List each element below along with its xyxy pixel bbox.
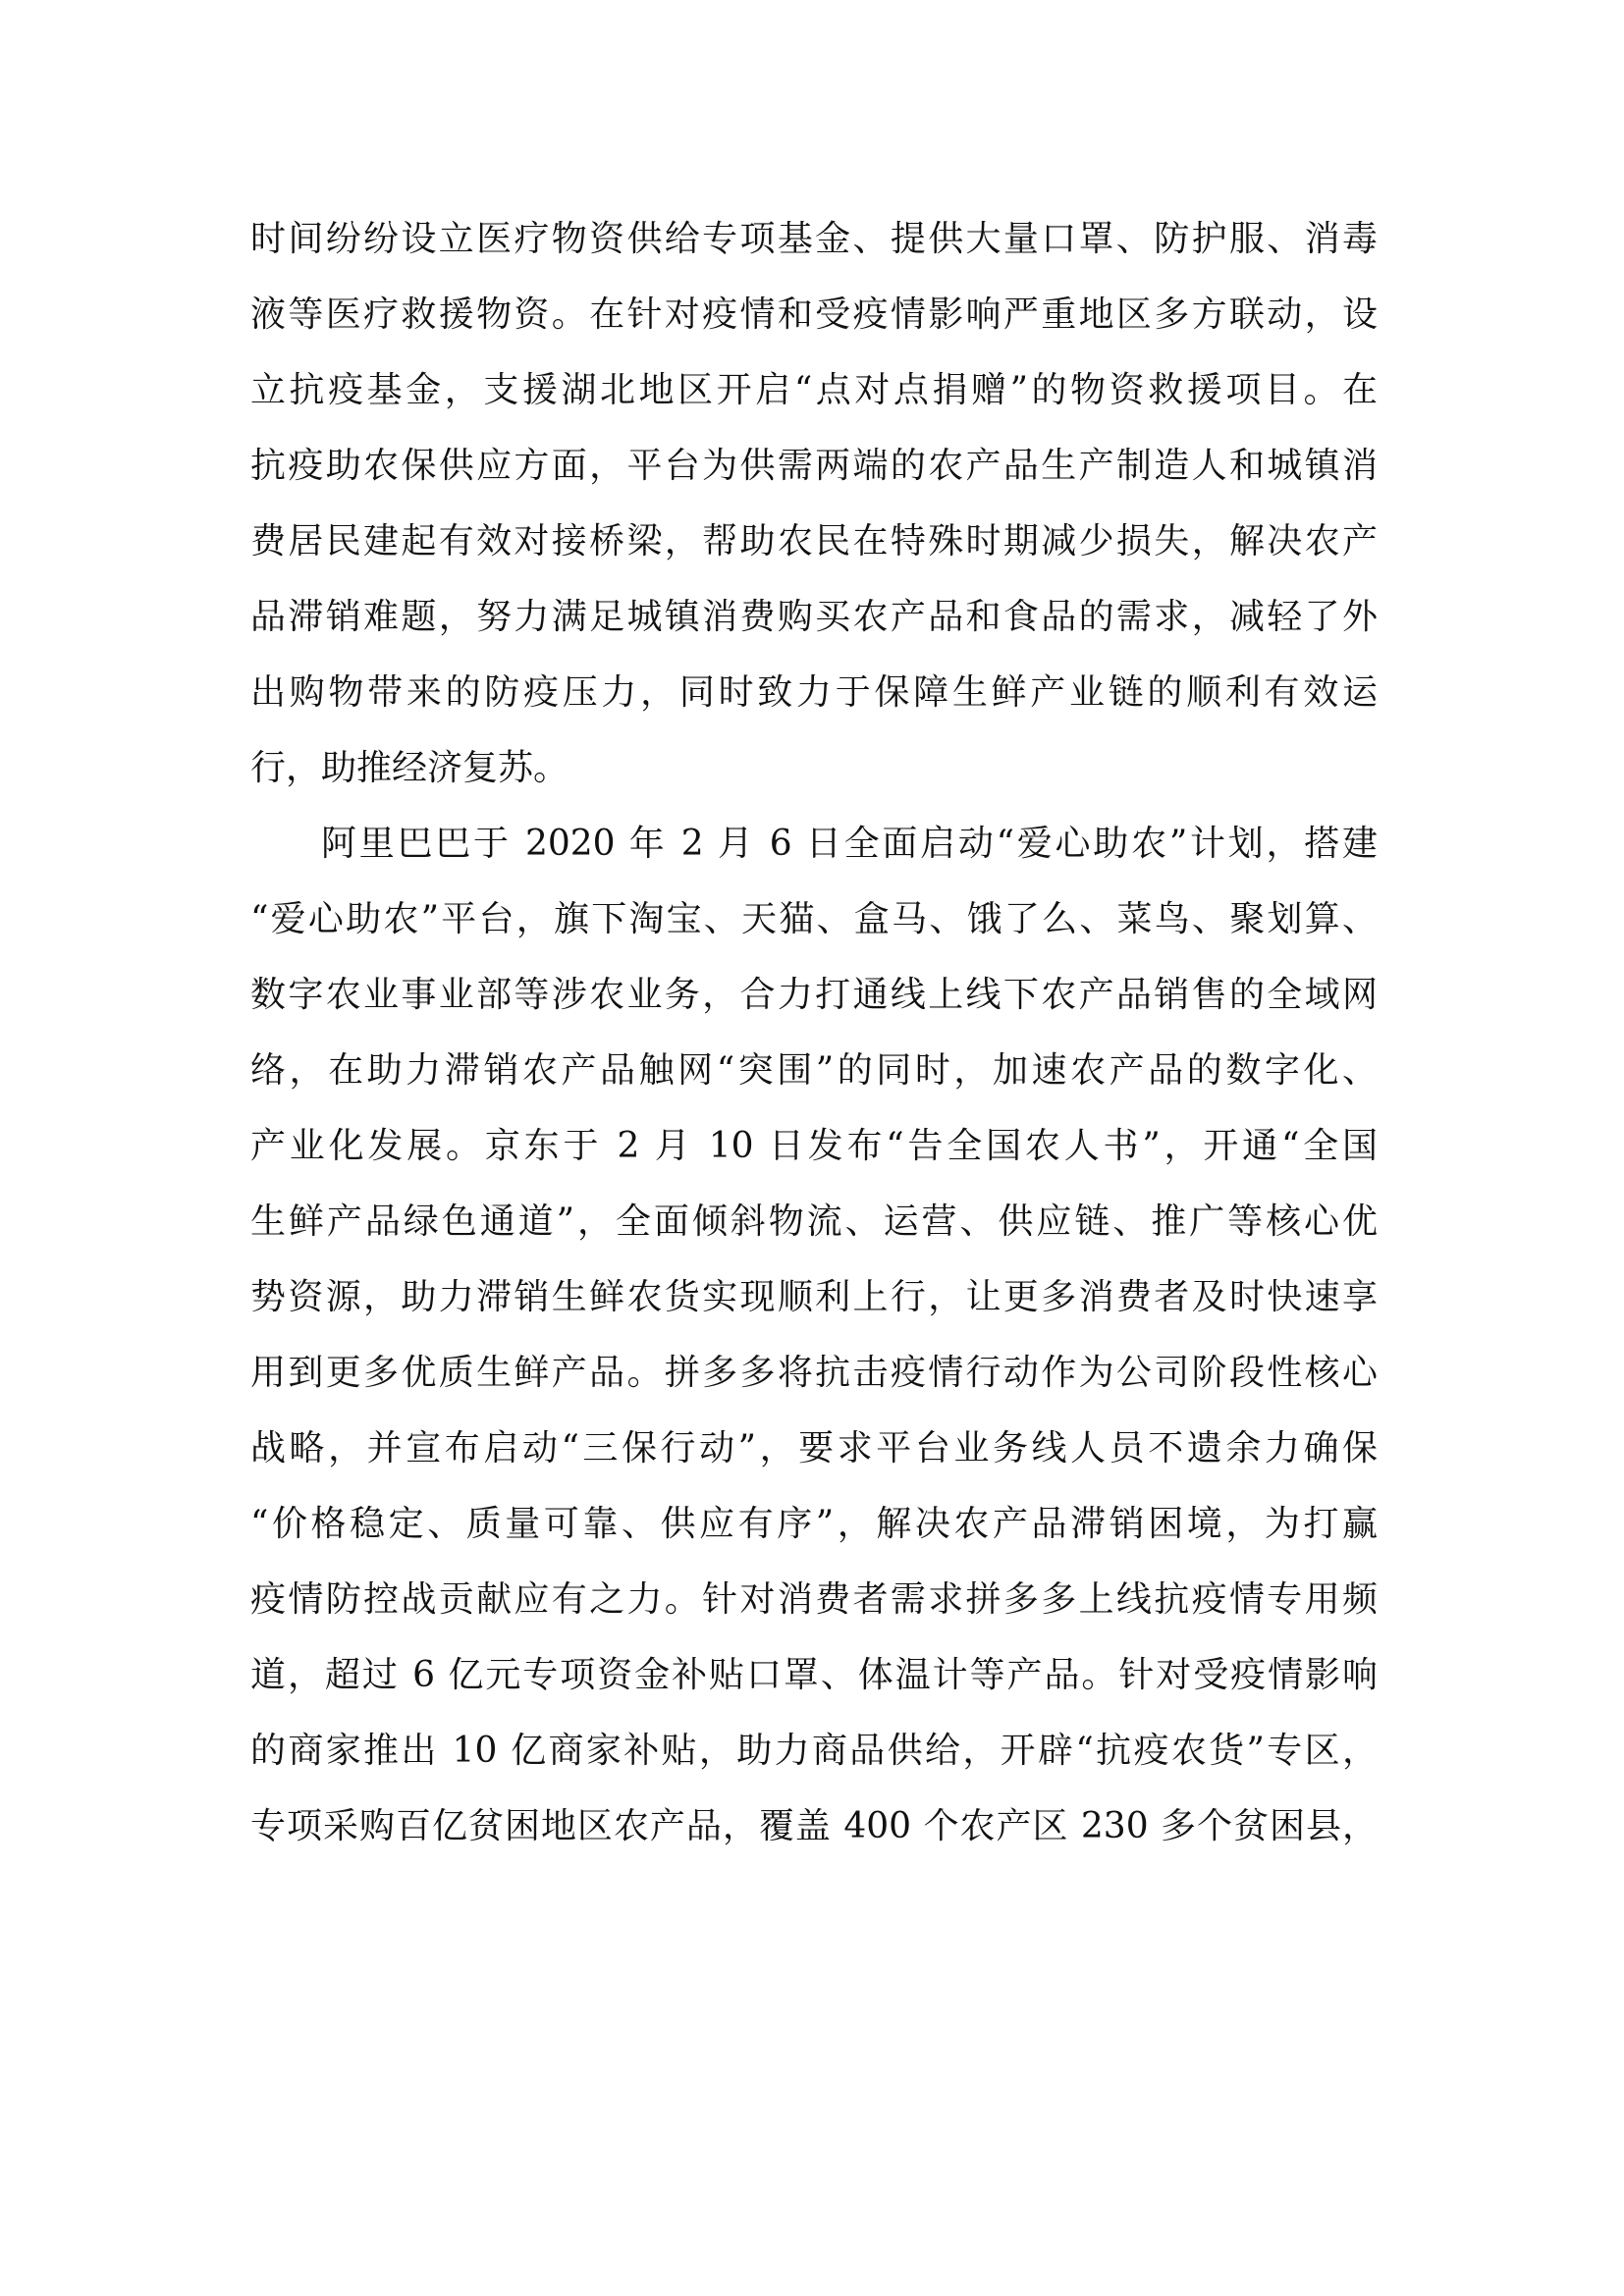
paragraph-end-line: 行，助推经济复苏。 [250,748,569,788]
text-line: 战略，并宣布启动“三保行动”，要求平台业务线人员不遗余力确保 [250,1428,1378,1468]
text-line: 液等医疗救援物资。在针对疫情和受疫情影响严重地区多方联动，设 [250,294,1378,335]
text-line: “爱心助农”平台，旗下淘宝、天猫、盒马、饿了么、菜鸟、聚划算、 [250,899,1378,939]
text-line: 品滞销难题，努力满足城镇消费购买农产品和食品的需求，减轻了外 [250,597,1378,637]
text-line: 道，超过 6 亿元专项资金补贴口罩、体温计等产品。针对受疫情影响 [250,1655,1378,1695]
text-line: 时间纷纷设立医疗物资供给专项基金、提供大量口罩、防护服、消毒 [250,219,1378,259]
text-line: 出购物带来的防疫压力，同时致力于保障生鲜产业链的顺利有效运 [250,672,1378,713]
text-line: 疫情防控战贡献应有之力。针对消费者需求拼多多上线抗疫情专用频 [250,1579,1378,1620]
text-line: 生鲜产品绿色通道”，全面倾斜物流、运营、供应链、推广等核心优 [250,1201,1378,1242]
paragraph-start-line: 阿里巴巴于 2020 年 2 月 6 日全面启动“爱心助农”计划，搭建 [321,824,1378,864]
text-line: 费居民建起有效对接桥梁，帮助农民在特殊时期减少损失，解决农产 [250,521,1378,561]
text-line: “价格稳定、质量可靠、供应有序”，解决农产品滞销困境，为打赢 [250,1504,1378,1544]
text-line: 数字农业事业部等涉农业务，合力打通线上线下农产品销售的全域网 [250,975,1378,1015]
text-line: 势资源，助力滞销生鲜农货实现顺利上行，让更多消费者及时快速享 [250,1277,1378,1317]
document-page [250,210,1378,1873]
text-line: 抗疫助农保供应方面，平台为供需两端的农产品生产制造人和城镇消 [250,446,1378,486]
text-line: 的商家推出 10 亿商家补贴，助力商品供给，开辟“抗疫农货”专区， [250,1731,1378,1771]
text-line: 产业化发展。京东于 2 月 10 日发布“告全国农人书”，开通“全国 [250,1126,1378,1166]
text-line: 立抗疫基金，支援湖北地区开启“点对点捐赠”的物资救援项目。在 [250,370,1378,410]
text-line: 络，在助力滞销农产品触网“突围”的同时，加速农产品的数字化、 [250,1050,1378,1091]
text-line: 用到更多优质生鲜产品。拼多多将抗击疫情行动作为公司阶段性核心 [250,1353,1378,1393]
text-line: 专项采购百亿贫困地区农产品，覆盖 400 个农产区 230 多个贫困县， [250,1806,1378,1846]
